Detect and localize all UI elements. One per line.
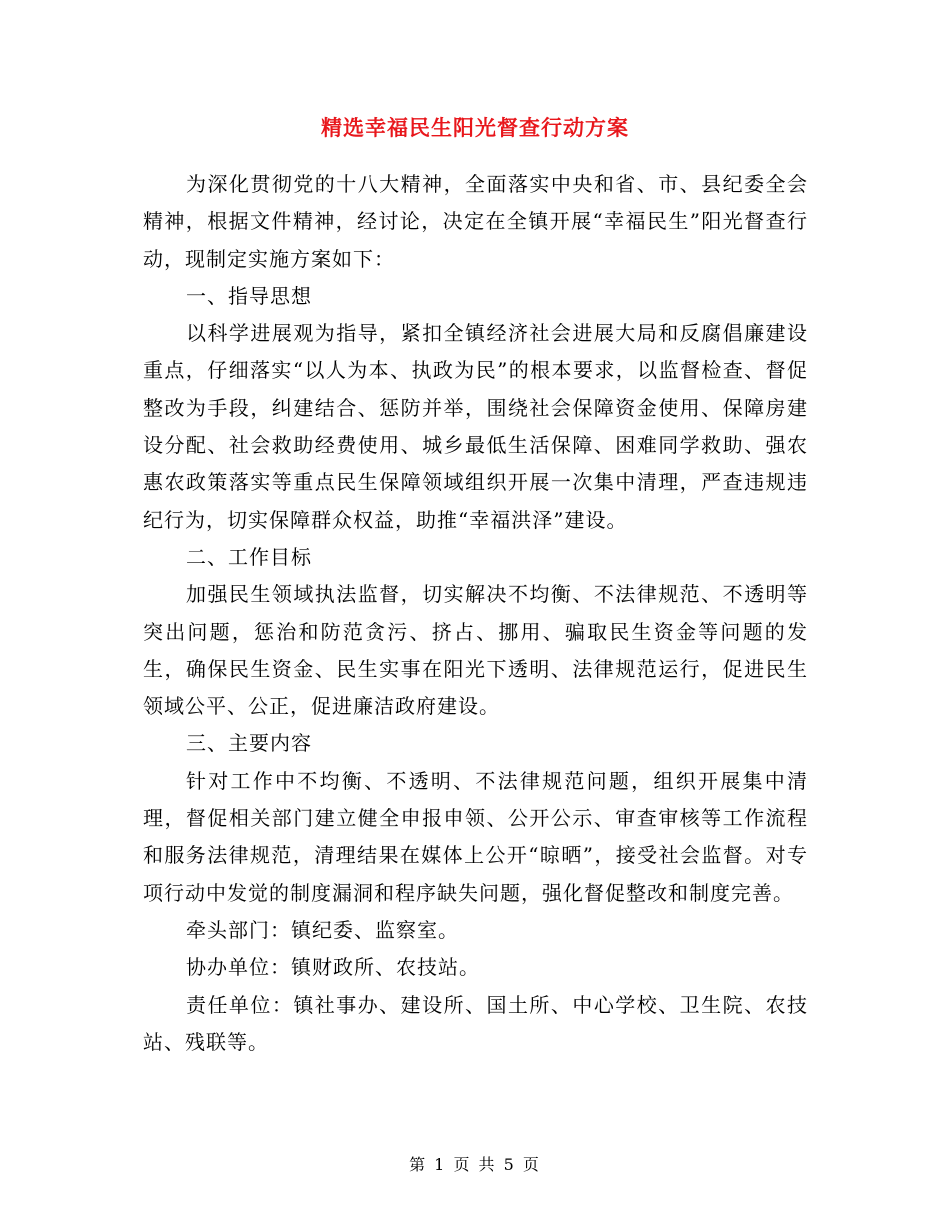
paragraph-guiding-ideology: 以科学进展观为指导，紧扣全镇经济社会进展大局和反腐倡廉建设重点，仔细落实“以人为本、执政为民”的根本要求，以监督检查、督促整改为手段，纠建结合、惩防并举，围绕社会保障资金使用、保障房建设分配、社会救助经费使用、城乡最低生活保障、困难同学救助、强农惠农政策落实等重点民生保障领域组织开展一次集中清理，严查违规违纪行为，切实保障群众权益，助推“幸福洪泽”建设。 [143, 321, 808, 532]
heading-guiding-ideology: 一、指导思想 [186, 283, 312, 308]
lead-department: 牵头部门：镇纪委、监察室。 [186, 917, 459, 942]
responsible-units: 责任单位：镇社事办、建设所、国土所、中心学校、卫生院、农技站、残联等。 [143, 992, 808, 1054]
paragraph-work-goals: 加强民生领域执法监督，切实解决不均衡、不法律规范、不透明等突出问题，惩治和防范贪污、挤占、挪用、骗取民生资金等问题的发生，确保民生资金、民生实事在阳光下透明、法律规范运行，促进民生领域公平、公正，促进廉洁政府建设。 [143, 582, 808, 719]
heading-main-content: 三、主要内容 [186, 731, 312, 756]
page-number-footer: 第 1 页 共 5 页 [409, 1155, 541, 1174]
assisting-units: 协办单位：镇财政所、农技站。 [186, 955, 480, 980]
heading-work-goals: 二、工作目标 [186, 544, 312, 569]
document-body [143, 166, 808, 1061]
document-title: 精选幸福民生阳光督查行动方案 [321, 115, 629, 140]
paragraph-main-content: 针对工作中不均衡、不透明、不法律规范问题，组织开展集中清理，督促相关部门建立健全申报申领、公开公示、审查审核等工作流程和服务法律规范，清理结果在媒体上公开“晾晒”，接受社会监督。对专项行动中发觉的制度漏洞和程序缺失问题，强化督促整改和制度完善。 [143, 768, 808, 905]
paragraph-intro: 为深化贯彻党的十八大精神，全面落实中央和省、市、县纪委全会精神，根据文件精神，经讨论，决定在全镇开展“幸福民生”阳光督查行动，现制定实施方案如下： [143, 172, 808, 271]
